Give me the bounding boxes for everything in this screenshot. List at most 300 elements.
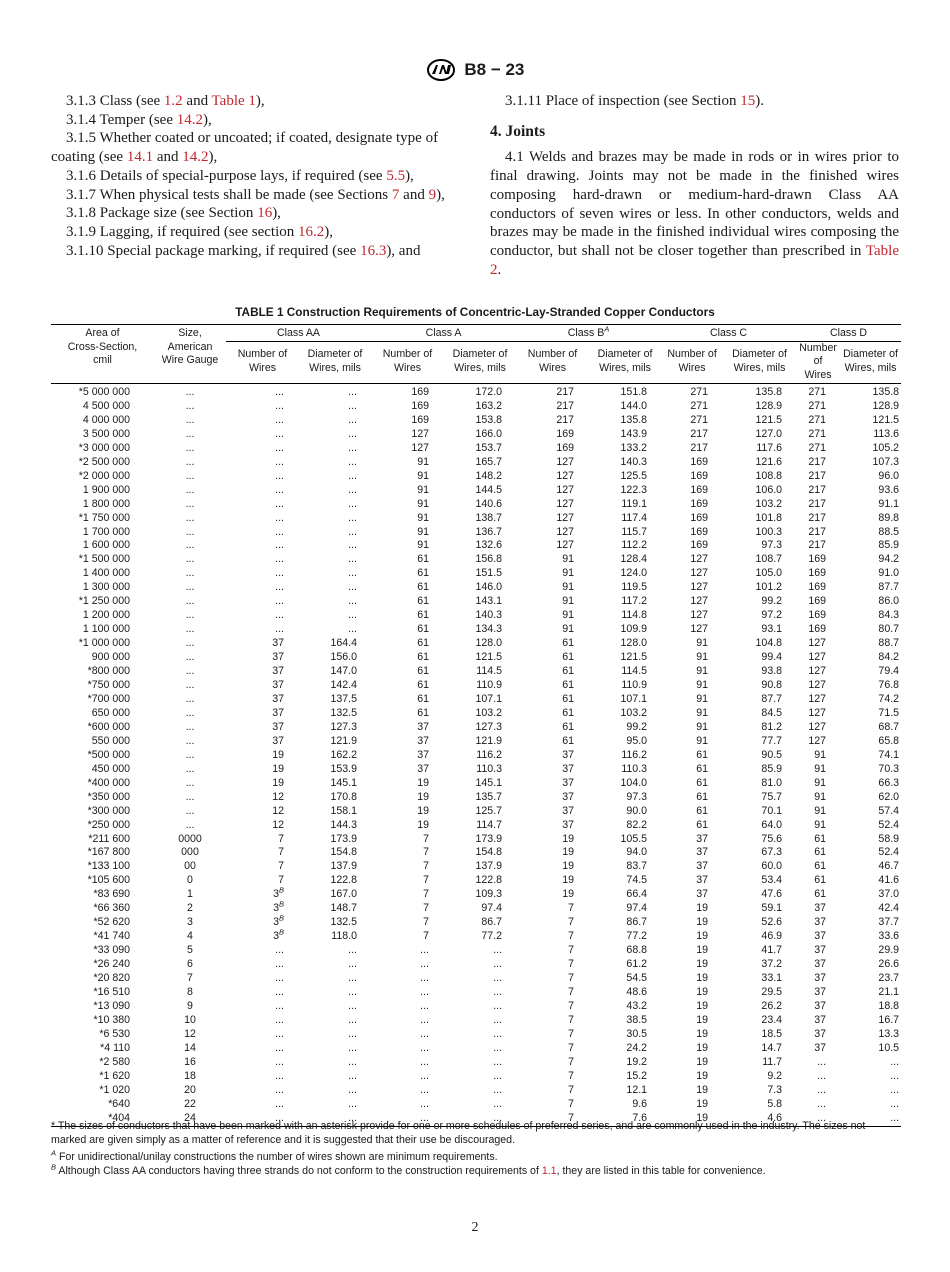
table-cell: 117.6 (756, 441, 783, 454)
table-cell: 217 (808, 483, 827, 496)
table-cell: ... (348, 972, 358, 985)
table-cell: ... (348, 413, 358, 426)
table-cell: 127 (556, 483, 575, 496)
left-column (51, 92, 461, 260)
table-row (51, 595, 901, 609)
table-cell: 91 (696, 637, 709, 650)
table-cell: ... (275, 1027, 284, 1040)
table-cell: 105.0 (755, 567, 783, 580)
table-cell: ... (185, 427, 195, 440)
table-cell: 97.2 (761, 609, 783, 622)
table-row (51, 651, 901, 665)
table-cell: 19 (696, 1041, 709, 1054)
table-cell: 137.9 (330, 860, 358, 873)
table-cell: 450 000 (91, 762, 130, 775)
table-cell: 53.4 (761, 874, 783, 887)
section-1-1-link[interactable]: 1.1 (541, 1165, 557, 1177)
table-cell: 127.0 (755, 427, 783, 440)
header-line: Wires (678, 361, 706, 374)
table-cell: 7 (568, 958, 575, 971)
table-row (51, 846, 901, 860)
table-cell: 99.4 (761, 651, 783, 664)
table-cell: *1 000 000 (78, 637, 130, 650)
list-item (51, 167, 461, 186)
table-cell: 68.8 (626, 944, 648, 957)
table-cell: 107.1 (620, 692, 648, 705)
table-cell: 41.6 (878, 874, 900, 887)
item-text: 3.1.6 Details of special-purpose lays, if required (see (66, 167, 387, 184)
footnote-b-text-end: , they are listed in this table for convenience. (556, 1165, 766, 1177)
table-cell: 37.0 (878, 888, 900, 901)
table-cell: 144.3 (330, 818, 358, 831)
table-cell: 61 (814, 860, 827, 873)
table-cell: ... (796, 1112, 840, 1126)
table-cell: ... (185, 748, 195, 761)
table-cell: 169 (690, 511, 709, 524)
table-cell: 86.0 (878, 595, 900, 608)
table-cell: ... (185, 623, 195, 636)
table-cell: 37 (562, 748, 575, 761)
table-cell: 7 (568, 972, 575, 985)
table-cell: 18 (184, 1069, 196, 1082)
table-cell: 7.6 (589, 1112, 661, 1126)
table-2-link[interactable]: Table 2 (490, 242, 899, 278)
table-cell: 19 (562, 832, 575, 845)
table-row (51, 1098, 901, 1112)
table-cell: ... (890, 1069, 900, 1082)
reference-link[interactable]: Table 1 (211, 93, 256, 109)
table-cell: ... (185, 483, 195, 496)
table-cell: 84.3 (878, 609, 900, 622)
header-line: Wires (248, 361, 277, 374)
table-cell: ... (420, 1027, 430, 1040)
header-class-b (516, 325, 661, 342)
table-cell: 104.8 (755, 637, 783, 650)
table-cell: 22 (184, 1097, 196, 1110)
reference-link[interactable]: 14.2 (176, 111, 203, 128)
table-cell: 61 (562, 692, 575, 705)
table-cell: ... (185, 511, 195, 524)
footnote-b-marker: B (278, 927, 284, 937)
reference-link[interactable]: 7 (391, 186, 400, 203)
table-row (51, 637, 901, 651)
header-line: Number of (237, 348, 288, 361)
astm-logo-icon (426, 58, 456, 82)
table-cell: 37 (814, 972, 827, 985)
header-class-c: Class C (661, 325, 796, 342)
table-cell: 83.7 (626, 860, 648, 873)
table-cell: 110.3 (476, 762, 503, 775)
table-row (51, 384, 901, 400)
item-3-1-11 (490, 92, 899, 111)
table-cell: 9 (187, 999, 193, 1012)
table-cell: ... (348, 469, 358, 482)
table-cell: 61 (696, 776, 709, 789)
paragraph-text-end: . (497, 261, 502, 278)
table-cell: $3^B$ (273, 913, 284, 929)
table-cell: 91 (417, 539, 430, 552)
table-cell: 88.7 (878, 637, 900, 650)
header-size (154, 325, 226, 384)
table-cell: *26 240 (93, 958, 130, 971)
table-cell: 169 (808, 553, 827, 566)
table-cell: 97.4 (626, 902, 648, 915)
table-cell: 37.7 (878, 916, 900, 929)
footnote-a-label: A (51, 1148, 57, 1158)
table-cell: 1 800 000 (82, 497, 130, 510)
table-row (51, 623, 901, 637)
table-cell: ... (185, 553, 195, 566)
table-cell: 127 (690, 581, 709, 594)
table-cell: 127 (808, 720, 827, 733)
table-cell: 107.1 (475, 692, 503, 705)
table-cell: 100.3 (755, 525, 783, 538)
table-cell: 29.5 (761, 985, 783, 998)
table-cell: 87.7 (761, 692, 783, 705)
item-text: 3.1.9 Lagging, if required (see section (66, 223, 299, 240)
header-line: Diameter of (597, 348, 653, 361)
table-cell: 91 (562, 567, 575, 580)
table-cell: ... (275, 1055, 284, 1068)
header-line: Number of (799, 341, 837, 367)
list-item (51, 129, 461, 166)
table-cell: *1 500 000 (78, 553, 130, 566)
table-cell: ... (493, 1041, 503, 1054)
table-cell: *500 000 (87, 748, 130, 761)
table-cell: 61 (417, 651, 430, 664)
table-cell: 19.2 (626, 1055, 648, 1068)
table-cell: 165.7 (475, 455, 503, 468)
table-cell: 6 (187, 958, 193, 971)
table-cell: 37 (417, 734, 430, 747)
table-cell: 153.8 (475, 413, 503, 426)
table-cell: 7 (278, 860, 284, 873)
table-cell: 114.5 (476, 665, 503, 678)
list-item (51, 242, 461, 261)
table-cell: 134.3 (475, 623, 503, 636)
table-cell: $3^B$ (273, 885, 284, 901)
table-cell: 68.7 (878, 720, 900, 733)
table-cell: 79.4 (878, 665, 900, 678)
table-cell: ... (493, 1069, 503, 1082)
table-cell: 900 000 (91, 651, 130, 664)
table-cell: 18.5 (761, 1027, 783, 1040)
table-row (51, 526, 901, 540)
table-cell: ... (185, 413, 195, 426)
table-cell: 4 500 000 (82, 399, 130, 412)
table-cell: 104.0 (620, 776, 648, 789)
table-cell: 74.5 (626, 874, 648, 887)
table-cell: 61 (562, 734, 575, 747)
table-cell: 167.0 (330, 888, 358, 901)
reference-link[interactable]: 1.2 (163, 93, 183, 109)
table-cell: 64.0 (761, 818, 783, 831)
table-cell: 169 (690, 539, 709, 552)
item-text: ), (405, 167, 414, 184)
reference-link[interactable]: 16.3 (360, 242, 387, 259)
table-cell: 61 (417, 567, 430, 580)
table-cell: ... (348, 567, 358, 580)
table-cell: 37 (814, 999, 827, 1012)
table-cell: 37 (814, 916, 827, 929)
table-cell: 37 (272, 665, 284, 678)
table-cell: 116.2 (476, 748, 503, 761)
table-row (51, 581, 901, 595)
table-cell: ... (185, 665, 195, 678)
table-cell: 12 (184, 1027, 196, 1040)
table-cell: 19 (417, 818, 430, 831)
table-cell: 19 (696, 985, 709, 998)
table-cell: 30.5 (626, 1027, 648, 1040)
header-line: Wires (393, 361, 422, 374)
reference-link[interactable]: 14.1 (126, 149, 154, 166)
header-line: Diameter of (452, 348, 508, 361)
table-cell: 271 (808, 441, 827, 454)
table-cell: 66.3 (878, 776, 900, 789)
table-cell: ... (493, 1013, 503, 1026)
table-cell: 127 (556, 539, 575, 552)
table-cell: ... (185, 609, 195, 622)
section-link[interactable]: 15 (740, 93, 756, 109)
header-class-a: Class A (371, 325, 516, 342)
table-cell: 2 (187, 902, 193, 915)
table-cell: 77.2 (626, 930, 648, 943)
table-cell: 19 (562, 846, 575, 859)
table-cell: 23.4 (761, 1013, 783, 1026)
table-cell: 113.6 (873, 427, 900, 440)
reference-link[interactable]: 16 (257, 205, 273, 222)
table-cell: 140.3 (475, 609, 503, 622)
table-cell: 61 (696, 804, 709, 817)
table-cell: 217 (808, 497, 827, 510)
table-cell: 33.1 (761, 972, 783, 985)
table-cell: 91 (814, 748, 827, 761)
table-row (51, 1042, 901, 1056)
table-cell: 122.8 (330, 874, 358, 887)
table-cell: 37 (562, 818, 575, 831)
table-cell: ... (226, 1112, 299, 1126)
table-cell: 7 (423, 888, 430, 901)
table-cell: 1 300 000 (82, 581, 130, 594)
table-cell: 38.5 (626, 1013, 648, 1026)
table-cell: 122.3 (620, 483, 648, 496)
table-cell: 169 (690, 469, 709, 482)
table-row (51, 902, 901, 916)
table-cell: 121.9 (475, 734, 503, 747)
table-cell: 58.9 (878, 832, 900, 845)
reference-link[interactable]: 5.5 (386, 167, 406, 184)
table-cell: 61 (696, 748, 709, 761)
table-cell: ... (275, 1013, 284, 1026)
table-cell: 137.9 (475, 860, 503, 873)
table-cell: ... (420, 1069, 430, 1082)
table-cell: ... (185, 804, 195, 817)
table-cell: 19 (562, 860, 575, 873)
table-cell: 271 (808, 427, 827, 440)
table-cell: 37 (814, 902, 827, 915)
table-cell: 37 (814, 1041, 827, 1054)
table-cell: 217 (556, 413, 575, 426)
header-size-line: Size, (178, 327, 202, 339)
table-cell: 61 (417, 706, 430, 719)
table-cell: 145.1 (475, 776, 503, 789)
table-cell: ... (493, 1027, 503, 1040)
table-row (51, 930, 901, 944)
table-cell: ... (185, 441, 195, 454)
reference-link[interactable]: 9 (428, 186, 437, 203)
table-cell: 19 (696, 902, 709, 915)
table-row (51, 498, 901, 512)
table-cell: *66 360 (93, 902, 130, 915)
table-cell: 93.8 (761, 665, 783, 678)
table-cell: 37 (417, 720, 430, 733)
table-cell: 61 (417, 692, 430, 705)
table-row (51, 414, 901, 428)
table-cell: 60.0 (761, 860, 783, 873)
table-cell: 61 (562, 679, 575, 692)
table-cell: 135.8 (872, 386, 900, 398)
table-cell: 19 (696, 999, 709, 1012)
table-cell: 19 (696, 916, 709, 929)
table-cell: 143.1 (475, 595, 503, 608)
table-cell: ... (275, 525, 284, 538)
table-cell: 144.0 (620, 399, 648, 412)
table-cell: 117.4 (621, 511, 648, 524)
table-cell: 127 (808, 637, 827, 650)
table-cell: 33.6 (878, 930, 900, 943)
right-column (490, 92, 899, 279)
table-cell: ... (185, 790, 195, 803)
table-cell: 124.0 (620, 567, 648, 580)
table-cell: 4 000 000 (82, 413, 130, 426)
table-cell: 217 (556, 399, 575, 412)
table-cell: 217 (690, 427, 709, 440)
item-text: 3.1.4 Temper (see (66, 111, 177, 128)
table-cell: 37 (272, 679, 284, 692)
footnote-star: * The sizes of conductors that have been marked with an asterisk provide for one or more schedules of preferred series, and are commonly used in the industry. The sizes not marked are given simply as a matter of reference and it is suggested that their use be discouraged. (51, 1120, 866, 1146)
table-cell: ... (275, 441, 284, 454)
table-cell: ... (185, 720, 195, 733)
table-cell: 19 (696, 1083, 709, 1096)
table-cell: 7 (278, 832, 284, 845)
table-cell: ... (185, 762, 195, 775)
table-row (51, 553, 901, 567)
table-cell: 135.7 (475, 790, 503, 803)
table-cell: 61 (562, 665, 575, 678)
table-cell: 54.5 (626, 972, 648, 985)
table-cell: 85.9 (878, 539, 900, 552)
table-cell: 94.0 (626, 846, 648, 859)
header-area (51, 325, 154, 384)
table-cell: 127 (690, 595, 709, 608)
table-cell: 91 (696, 665, 709, 678)
table-cell: 169 (808, 595, 827, 608)
header-diameter-of-wires (444, 341, 516, 384)
table-cell: ... (275, 581, 284, 594)
table-cell: 29.9 (878, 944, 900, 957)
table-cell: 15.2 (626, 1069, 648, 1082)
table-cell: 19 (562, 874, 575, 887)
table-cell: ... (185, 581, 195, 594)
table-row (51, 833, 901, 847)
table-cell: ... (275, 985, 284, 998)
table-cell: 271 (690, 386, 709, 398)
header-line: Wires (804, 368, 832, 381)
table-cell: ... (275, 972, 284, 985)
table-cell: 121.5 (475, 651, 503, 664)
table-cell: ... (348, 985, 358, 998)
table-cell: 125.5 (620, 469, 648, 482)
table-cell: 16 (184, 1055, 196, 1068)
table-cell: 87.7 (878, 581, 900, 594)
table-cell: 169 (808, 623, 827, 636)
table-cell: 125.7 (475, 804, 503, 817)
table-cell: 37 (562, 762, 575, 775)
table-cell: 19 (417, 776, 430, 789)
table-cell: 7 (423, 916, 430, 929)
table-cell: 42.4 (878, 902, 900, 915)
table-cell: 7 (568, 1097, 575, 1110)
page-header (0, 58, 950, 82)
table-cell: *6 530 (99, 1027, 130, 1040)
table-cell: 91 (562, 623, 575, 636)
table-cell: 61 (562, 720, 575, 733)
table-row (51, 721, 901, 735)
table-cell: 61 (417, 553, 430, 566)
table-cell: *2 580 (99, 1055, 130, 1068)
table-cell: 19 (696, 930, 709, 943)
item-text: and (399, 186, 429, 203)
table-cell: 550 000 (91, 734, 130, 747)
table-cell: 91 (696, 720, 709, 733)
table-cell: 37 (272, 651, 284, 664)
footnote-b-marker: B (278, 885, 284, 895)
table-row (51, 539, 901, 553)
table-row (51, 428, 901, 442)
table-cell: *2 000 000 (78, 469, 130, 482)
table-cell: 37 (696, 846, 709, 859)
table-row (51, 665, 901, 679)
table-row (51, 442, 901, 456)
table-cell: 91.1 (878, 497, 900, 510)
list-item (51, 223, 461, 242)
table-cell: 132.6 (475, 539, 503, 552)
table-row (51, 735, 901, 749)
table-cell: 61 (417, 595, 430, 608)
table-cell: 127 (556, 497, 575, 510)
table-cell: 61.2 (626, 958, 648, 971)
table-cell: 76.8 (878, 679, 900, 692)
table-row (51, 1014, 901, 1028)
header-area-line: Area of (85, 327, 120, 339)
table-cell: 93.1 (761, 623, 783, 636)
table-row (51, 805, 901, 819)
reference-link[interactable]: 14.2 (182, 149, 209, 166)
table-cell: *33 090 (93, 944, 130, 957)
footnote-b-label: B (51, 1162, 57, 1172)
reference-link[interactable]: 16.2 (298, 223, 325, 240)
table-cell: 91 (562, 581, 575, 594)
table-cell: 46.9 (761, 930, 783, 943)
table-cell: 163.2 (475, 399, 503, 412)
table-cell: 90.0 (626, 804, 648, 817)
table-cell: 37 (814, 958, 827, 971)
table-cell: 173.9 (330, 832, 358, 845)
table-cell: 110.9 (621, 679, 648, 692)
header-size-line: Wire Gauge (161, 354, 219, 366)
footnote-b-marker: B (278, 899, 284, 909)
table-cell: 153.9 (330, 762, 358, 775)
